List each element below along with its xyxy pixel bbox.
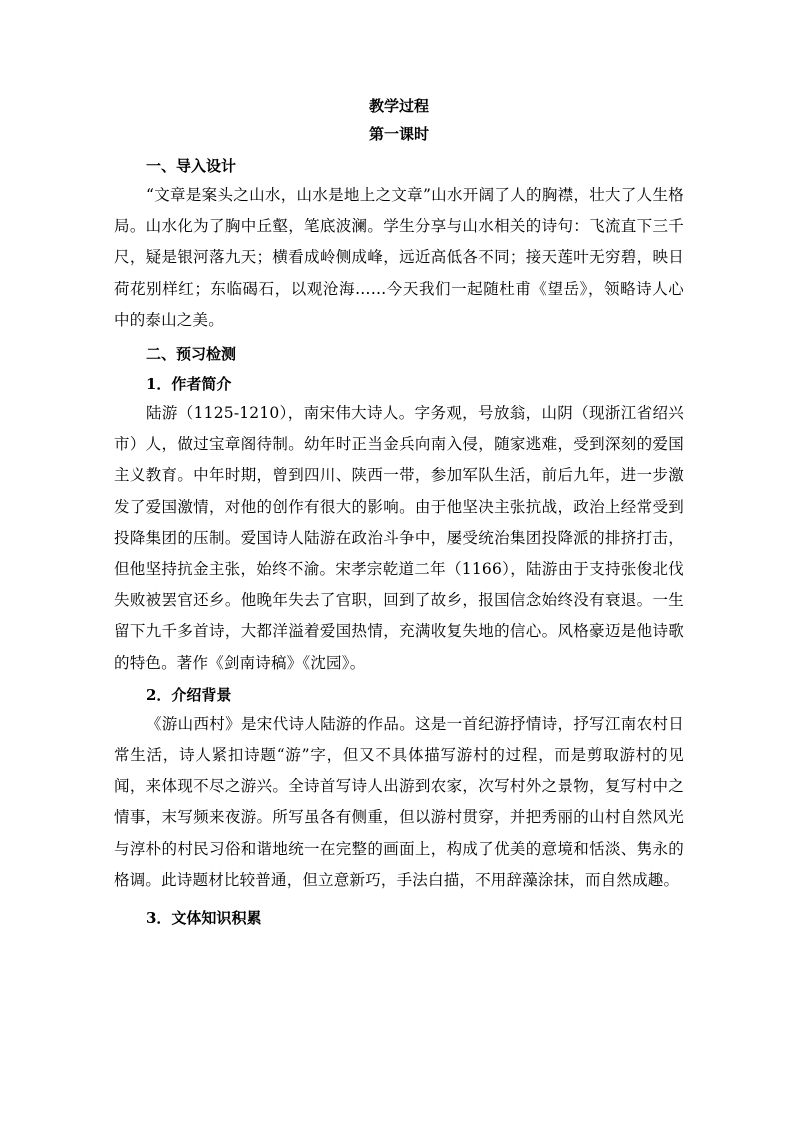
background-paragraph: 《游山西村》是宋代诗人陆游的作品。这是一首纪游抒情诗，抒写江南农村日常生活，诗人紧扣诗题“游”字，但又不具体描写游村的过程，而是剪取游村的见闻，来体现不尽之游兴。全诗首写诗人出游到农家，次写村外之景物，复写村中之情事，末写频来夜游。所写虽各有侧重，但以游村贯穿，并把秀丽的山村自然风光与淳朴的村民习俗和谐地统一在完整的画面上，构成了优美的意境和恬淡、隽永的格调。此诗题材比较普通，但立意新巧，手法白描，不用辞藻涂抹，而自然成趣。 xyxy=(114,714,684,889)
section-heading-preview: 二、预习检测 xyxy=(146,345,237,364)
intro-paragraph: “文章是案头之山水，山水是地上之文章”山水开阔了人的胸襟，壮大了人生格局。山水化为了胸中丘壑，笔底波澜。学生分享与山水相关的诗句：飞流直下三千尺，疑是银河落九天；横看成岭侧成峰，远近高低各不同；接天莲叶无穷碧，映日荷花别样红；东临碣石，以观沧海……今天我们一起随杜甫《望岳》，领略诗人心中的泰山之美。 xyxy=(114,186,684,329)
subheading-author: 1．作者简介 xyxy=(146,375,232,394)
subheading-background: 2．介绍背景 xyxy=(146,685,232,704)
document-page xyxy=(114,92,684,932)
subheading-genre: 3．文体知识积累 xyxy=(146,909,262,928)
author-paragraph: 陆游（1125-1210），南宋伟大诗人。字务观，号放翁，山阴（现浙江省绍兴市）人，做过宝章阁待制。幼年时正当金兵向南入侵，随家逃难，受到深刻的爱国主义教育。中年时期，曾到四川、陕西一带，参加军队生活，前后九年，进一步激发了爱国激情，对他的创作有很大的影响。由于他坚决主张抗战，政治上经常受到投降集团的压制。爱国诗人陆游在政治斗争中，屡受统治集团投降派的排挤打击，但他坚持抗金主张，始终不渝。宋孝宗乾道二年（1166），陆游由于支持张俊北伐失败被罢官还乡。他晚年失去了官职，回到了故乡，报国信念始终没有衰退。一生留下九千多首诗，大都洋溢着爱国热情，充满收复失地的信心。风格豪迈是他诗歌的特色。著作《剑南诗稿》《沈园》。 xyxy=(114,404,684,672)
section-heading-intro: 一、导入设计 xyxy=(146,157,237,175)
page-title: 教学过程 xyxy=(368,97,429,115)
page-subtitle: 第一课时 xyxy=(368,125,429,143)
